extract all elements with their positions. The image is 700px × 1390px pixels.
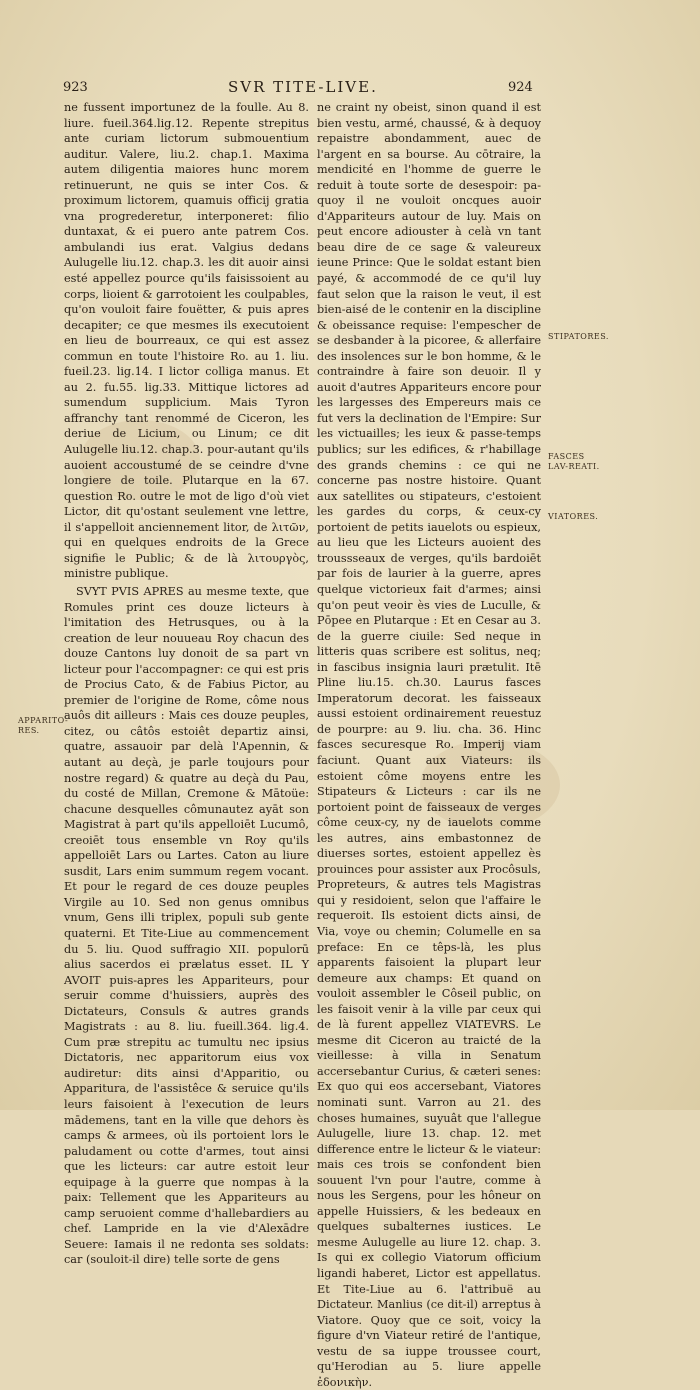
running-title: SVR TITE-LIVE.	[228, 78, 378, 96]
margin-note-viatores: VIATORES.	[548, 512, 599, 521]
right-column	[317, 100, 541, 1390]
page-number-left: 923	[63, 80, 88, 95]
margin-note-fasces-laureati: FASCES LAV-REATI.	[548, 452, 600, 471]
page-number-right: 924	[508, 80, 533, 95]
left-column	[64, 100, 309, 1268]
margin-note-stipatores: STIPATORES.	[548, 332, 609, 341]
left-paragraph-1: ne fussent importunez de la foulle. Au 8. liure. fueil.364.lig.12. Repente strepitus ante curiam lictorum submouentium auditur. Valere, liu.2. chap.1. Maxima autem diligentia maiores hunc morem retinuerunt, ne quis se inter Cos. & proximum lictorem, quamuis officij gratia vna progrederetur, interponeret: filio duntaxat, & ei puero ante patrem Cos. ambulandi ius erat. Valgius dedans Aulugelle liu.12. chap.3. les dit auoir ainsi esté appellez pource qu'ils faisissoient au corps, lioient & garrotoient les coulpables, qu'on vouloit faire fouëtter, & puis apres decapiter; ce que mesmes ils executoient en lieu de bourreaux, ce qui est assez commun en toute l'histoire Ro. au 1. liu. fueil.23. lig.14. I lictor colliga manus. Et au 2. fu.55. lig.33. Mittique lictores ad sumendum supplicium. Mais Tyron affranchy tant renommé de Ciceron, les deriue de Licium, ou Linum; ce dit Aulugelle liu.12. chap.3. pour-autant qu'ils auoient accoustumé de se ceindre d'vne longiere de toile. Plutarque en la 67. question Ro. outre le mot de ligo d'où viet Lictor, dit qu'ostant seulement vne lettre, il s'appelloit anciennement litor, de λιτῶν, qui en quelques endroits de la Grece signifie le Public; & de là λιτουργὸς, ministre publique.	[64, 101, 309, 581]
left-paragraph-2: SVYT PVIS APRES au mesme texte, que Romules print ces douze licteurs à l'imitation des Hetrusques, ou à la creation de leur nouueau Roy chacun des douze Cantons luy donoit de sa part vn licteur pour l'accompagner: ce qui est pris de Procius Cato, & de Fabius Pictor, au premier de l'origine de Rome, côme nous auôs dit ailleurs : Mais ces douze peuples, citez, ou câtôs estoiêt departiz ainsi, quatre, assauoir par delà l'Apennin, & autant au deçà, je parle toujours pour nostre regard) & quatre au deçà du Pau, du costé de Millan, Cremone & Mātoüe: chacune desquelles cômunautez ayāt son Magistrat à part qu'ils appelloiēt Lucumô, creoiēt tous ensemble vn Roy qu'ils appelloiēt Lars ou Lartes. Caton au liure susdit, Lars enim summum regem vocant. Et pour le regard de ces douze peuples Virgile au 10. Sed non genus omnibus vnum, Gens illi triplex, populi sub gente quaterni. Et Tite-Liue au commencement du 5. liu. Quod suffragio XII. populorū alius sacerdos ei prælatus esset. IL Y AVOIT puis-apres les Appariteurs, pour seruir comme d'huissiers, auprès des Dictateurs, Consuls & autres grands Magistrats : au 8. liu. fueill.364. lig.4. Cum præ strepitu ac tumultu nec ipsius Dictatoris, nec apparitorum eius vox audiretur: dits ainsi d'Apparitio, ou Apparitura, de l'assistêce & seruice qu'ils leurs faisoient à l'execution de leurs mādemens, tant en la ville que dehors ès camps & armees, où ils portoient lors le paludament ou cotte d'armes, tout ainsi que les licteurs: car autre estoit leur equipage à la guerre que nompas à la paix: Tellement que les Appariteurs au camp seruoient comme d'hallebardiers au chef. Lampride en la vie d'Alexādre Seuere: Iamais il ne redonta ses soldats: car (souloit-il dire) telle sorte de gens	[64, 584, 309, 1267]
margin-note-apparitores: APPARITO-RES.	[18, 716, 69, 735]
page-header	[0, 80, 700, 100]
right-paragraph-1: ne craint ny obeist, sinon quand il est bien vestu, armé, chaussé, & à dequoy repaistre abondamment, auec de l'argent en sa bourse. Au cōtraire, la mendicité en l'homme de guerre le reduit à toute sorte de desespoir: pa-quoy il ne vouloit oncques auoir d'Appariteurs autour de luy. Mais on peut encore adiouster à celà vn tant beau dire de ce sage & valeureux ieune Prince: Que le soldat estant bien payé, & accommodé de ce qu'il luy faut selon que la raison le veut, il est bien-aisé de le contenir en la discipline & obeissance requise: l'empescher de se desbander à la picoree, & allerfaire des insolences sur le bon homme, & le contraindre à faire son deuoir. Il y auoit d'autres Appariteurs encore pour les largesses des Empereurs mais ce fut vers la declination de l'Empire: Sur les victuailles; les ieux & passe-temps publics; sur les edifices, & r'habillage des grands chemins : ce qui ne concerne pas nostre histoire. Quant aux satellites ou stipateurs, c'estoient les gardes du corps, & ceux-cy portoient de petits iauelots ou espieux, au lieu que les Licteurs auoient des troussseaux de verges, qu'ils bardoiēt par fois de laurier à la guerre, apres quelque victorieux fait d'armes; ainsi qu'on peut veoir ès vies de Luculle, & Pōpee en Plutarque : Et en Cesar au 3. de la guerre ciuile: Sed neque in litteris quas scribere est solitus, neq; in fascibus insignia lauri prætulit. Itē Pline liu.15. ch.30. Laurus fasces Imperatorum decorat. les faisseaux aussi estoient ordinairement reuestuz de pourpre: au 9. liu. cha. 36. Hinc fasces securesque Ro. Imperij viam faciunt. Quant aux Viateurs: ils estoient côme moyens entre les Stipateurs & Licteurs : car ils ne portoient point de faisseaux de verges côme ceux-cy, ny de iauelots comme les autres, ains embastonnez de diuerses sortes, estoient appellez ès prouinces pour assister aux Procôsuls, Propreteurs, & autres tels Magistras qui y residoient, selon que l'affaire le requeroit. Ils estoient dicts ainsi, de Via, voye ou chemin; Columelle en sa preface: En ce têps-là, les plus apparents faisoient la plupart leur demeure aux champs: Et quand on vouloit assembler le Côseil public, on les faisoit venir à la ville par ceux qui de là furent appellez VIATEVRS. Le mesme dit Ciceron au traicté de la vieillesse: à villa in Senatum accersebantur Curius, & cæteri senes: Ex quo qui eos accersebant, Viatores nominati sunt. Varron au 21. des choses humaines, suyuât que l'allegue Aulugelle, liure 13. chap. 12. met difference entre le licteur & le viateur: mais ces trois se confondent bien souuent l'vn pour l'autre, comme à nous les Sergens, pour les hôneur on appelle Huissiers, & les bedeaux en quelques subalternes iustices. Le mesme Aulugelle au liure 12. chap. 3. Is qui ex collegio Viatorum officium ligandi haberet, Lictor est appellatus. Et Tite-Liue au 6. l'attribuë au Dictateur. Manlius (ce dit-il) arreptus à Viatore. Quoy que ce soit, voicy la figure d'vn Viateur retiré de l'antique, vestu de sa iuppe troussee court, qu'Herodian au 5. liure appelle ἐδονικὴν.	[317, 101, 541, 1389]
